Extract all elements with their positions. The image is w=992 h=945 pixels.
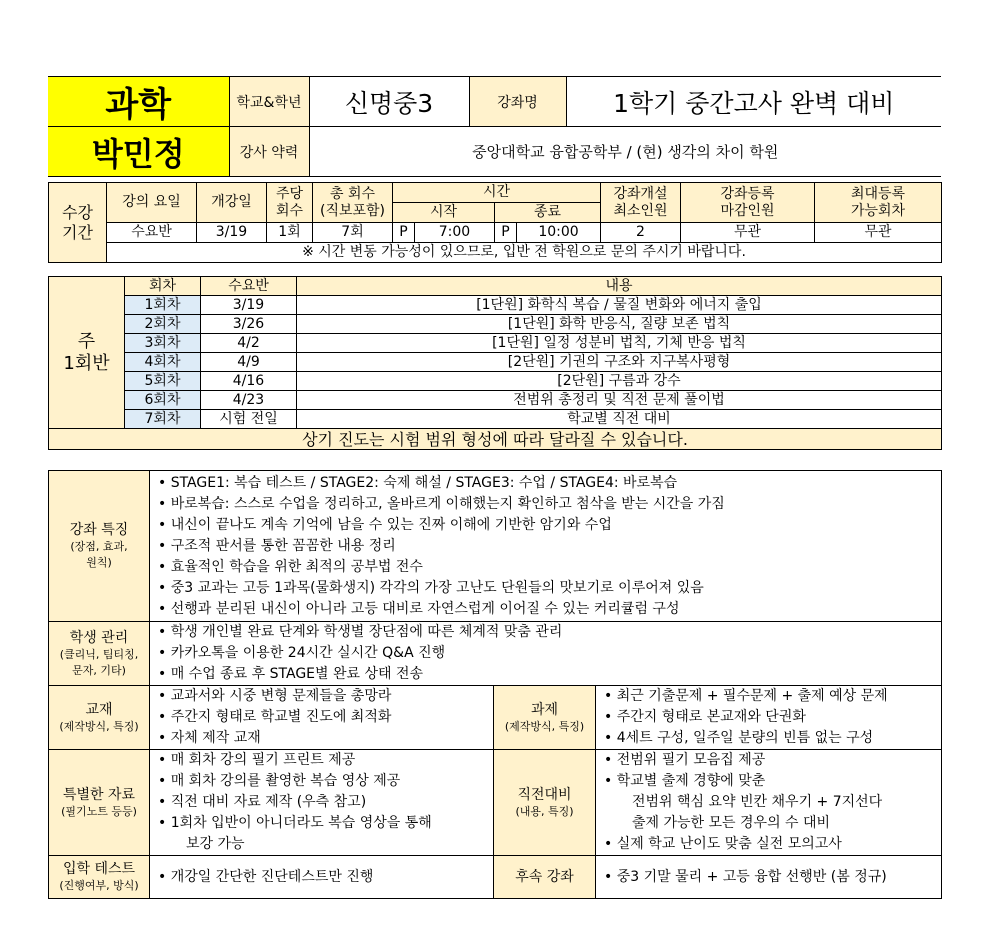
plan-session: 3회차	[125, 334, 201, 353]
schedule-row-label: 수강 기간	[49, 183, 107, 263]
col-min: 강좌개설 최소인원	[601, 183, 681, 223]
list-item: • 교과서와 시중 변형 문제들을 총망라	[158, 688, 392, 704]
col-time-end: 종료	[495, 203, 601, 223]
plan-row	[49, 315, 942, 334]
plan-date: 3/26	[201, 315, 297, 334]
entry-test-label	[49, 856, 150, 899]
features-label	[49, 471, 150, 622]
schedule-start-time: 7:00	[415, 223, 495, 243]
plan-footer: 상기 진도는 시험 범위 형성에 따라 달라질 수 있습니다.	[49, 429, 942, 450]
list-item: • 중3 교과는 고등 1과목(물화생지) 각각의 가장 고난도 단원들의 맛보기로 이루어져 있음	[158, 579, 704, 596]
plan-date: 시험 전일	[201, 410, 297, 429]
plan-content: [1단원] 화학식 복습 / 물질 변화와 에너지 출입	[297, 296, 942, 315]
textbook-label	[49, 686, 150, 750]
homework-label	[494, 686, 596, 750]
list-item: 출제 가능한 모든 경우의 수 대비	[632, 815, 831, 831]
col-weekly: 주당 회수	[267, 183, 313, 223]
bio-value: 중앙대학교 융합공학부 / (현) 생각의 차이 학원	[309, 127, 941, 177]
schedule-start-p: P	[393, 223, 415, 243]
plan-col-content: 내용	[297, 277, 942, 296]
list-item: • 매 회차 강의를 촬영한 복습 영상 제공	[158, 773, 401, 789]
list-item: • 선행과 분리된 내신이 아니라 고등 대비로 자연스럽게 이어질 수 있는 커리큘럼 구성	[158, 600, 680, 617]
course-label: 강좌명	[469, 77, 566, 127]
management-label	[49, 622, 150, 686]
plan-row	[49, 334, 942, 353]
plan-date: 4/23	[201, 391, 297, 410]
plan-row	[49, 372, 942, 391]
list-item: • STAGE1: 복습 테스트 / STAGE2: 숙제 해설 / STAGE3: 수업 / STAGE4: 바로복습	[158, 474, 678, 491]
list-item: • 1회차 입반이 아니더라도 복습 영상을 통해	[158, 815, 432, 831]
schedule-table	[48, 182, 942, 263]
special-label-text: 특별한 자료	[62, 786, 136, 803]
list-item: • 효율적인 학습을 위한 최적의 공부법 전수	[158, 558, 423, 575]
plan-session: 7회차	[125, 410, 201, 429]
list-item: • 중3 기말 물리 + 고등 융합 선행반 (봄 정규)	[604, 868, 887, 885]
col-total: 총 회수 (직보포함)	[313, 183, 393, 223]
col-time: 시간	[393, 183, 601, 203]
plan-content: [2단원] 기권의 구조와 지구복사평형	[297, 353, 942, 372]
list-item: • 카카오톡을 이용한 24시간 실시간 Q&A 진행	[158, 645, 446, 661]
school-label: 학교&학년	[229, 77, 309, 127]
schedule-min: 2	[601, 223, 681, 243]
final-prep-list	[596, 750, 942, 856]
schedule-end-time: 10:00	[517, 223, 601, 243]
plan-session: 4회차	[125, 353, 201, 372]
list-item: • 실제 학교 난이도 맞춤 실전 모의고사	[604, 836, 842, 852]
schedule-weekly: 1회	[267, 223, 313, 243]
management-list	[150, 622, 942, 686]
list-item: • 직전 대비 자료 제작 (우측 참고)	[158, 794, 367, 810]
plan-row-label: 주 1회반	[49, 277, 125, 429]
list-item: 보강 가능	[186, 836, 245, 852]
plan-content: [1단원] 화학 반응식, 질량 보존 법칙	[297, 315, 942, 334]
homework-list	[596, 686, 942, 750]
entry-test-label-sub: (진행여부, 방식)	[59, 879, 139, 892]
col-deadline: 강좌등록 마감인원	[681, 183, 815, 223]
schedule-start: 3/19	[197, 223, 267, 243]
list-item: • 학생 개인별 완료 단계와 학생별 장단점에 따른 체계적 맞춤 관리	[158, 624, 563, 640]
plan-session: 2회차	[125, 315, 201, 334]
subject-title: 과학	[48, 77, 229, 127]
homework-label-sub: (제작방식, 특징)	[504, 719, 585, 733]
plan-table	[48, 276, 942, 450]
col-day: 강의 요일	[107, 183, 197, 223]
final-prep-label	[494, 750, 596, 856]
list-item: • 4세트 구성, 일주일 분량의 빈틈 없는 구성	[604, 730, 874, 746]
col-max: 최대등록 가능회차	[815, 183, 942, 223]
entry-test-value	[150, 856, 494, 899]
follow-up-label: 후속 강좌	[494, 856, 596, 899]
list-item: • 자체 제작 교재	[158, 730, 261, 746]
list-item: • 학교별 출제 경향에 맞춘	[604, 773, 766, 789]
features-label-text: 강좌 특징	[69, 522, 129, 538]
management-label-sub: (클리닉, 팀티칭, 문자, 기타)	[59, 647, 139, 677]
final-prep-label-sub: (내용, 특징)	[515, 804, 574, 818]
schedule-deadline: 무관	[681, 223, 815, 243]
plan-date: 4/16	[201, 372, 297, 391]
list-item: 전범위 핵심 요약 빈칸 채우기 + 7지선다	[632, 794, 883, 810]
list-item: • 전범위 필기 모음집 제공	[604, 752, 766, 768]
plan-content: 학교별 직전 대비	[297, 410, 942, 429]
plan-date: 3/19	[201, 296, 297, 315]
schedule-day: 수요반	[107, 223, 197, 243]
special-label	[49, 750, 150, 856]
plan-col-session: 회차	[125, 277, 201, 296]
plan-row	[49, 410, 942, 429]
list-item: • 최근 기출문제 + 필수문제 + 출제 예상 문제	[604, 688, 888, 704]
list-item: • 내신이 끝나도 계속 기억에 남을 수 있는 진짜 이해에 기반한 암기와 수업	[158, 516, 612, 533]
final-prep-label-text: 직전대비	[517, 786, 572, 803]
plan-row	[49, 391, 942, 410]
schedule-max: 무관	[815, 223, 942, 243]
bio-label: 강사 약력	[229, 127, 309, 177]
col-time-start: 시작	[393, 203, 495, 223]
plan-content: [1단원] 일정 성분비 법칙, 기체 반응 법칙	[297, 334, 942, 353]
plan-date: 4/9	[201, 353, 297, 372]
schedule-total: 7회	[313, 223, 393, 243]
follow-up-value	[596, 856, 942, 899]
list-item: • 매 수업 종료 후 STAGE별 완료 상태 전송	[158, 666, 424, 682]
textbook-label-sub: (제작방식, 특징)	[59, 719, 139, 733]
course-value: 1학기 중간고사 완벽 대비	[566, 77, 941, 127]
features-label-sub: (장점, 효과, 원칙)	[70, 540, 128, 569]
textbook-list	[150, 686, 494, 750]
schedule-end-p: P	[495, 223, 517, 243]
plan-session: 1회차	[125, 296, 201, 315]
teacher-name: 박민정	[48, 127, 229, 177]
plan-row	[49, 353, 942, 372]
plan-date: 4/2	[201, 334, 297, 353]
list-item: • 매 회차 강의 필기 프린트 제공	[158, 752, 356, 768]
management-label-text: 학생 관리	[69, 629, 129, 646]
plan-session: 5회차	[125, 372, 201, 391]
features-table	[48, 470, 942, 899]
list-item: • 주간지 형태로 학교별 진도에 최적화	[158, 709, 392, 725]
list-item: • 바로복습: 스스로 수업을 정리하고, 올바르게 이해했는지 확인하고 첨삭을 받는 시간을 가짐	[158, 495, 725, 512]
col-start: 개강일	[197, 183, 267, 223]
plan-session: 6회차	[125, 391, 201, 410]
entry-test-label-text: 입학 테스트	[62, 861, 136, 877]
header-table	[48, 76, 941, 177]
list-item: • 개강일 간단한 진단테스트만 진행	[158, 868, 374, 885]
plan-content: [2단원] 구름과 강수	[297, 372, 942, 391]
homework-label-text: 과제	[530, 701, 559, 718]
plan-row	[49, 296, 942, 315]
list-item: • 주간지 형태로 본교재와 단권화	[604, 709, 806, 725]
special-label-sub: (필기노트 등등)	[61, 804, 137, 818]
special-list	[150, 750, 494, 856]
list-item: • 구조적 판서를 통한 꼼꼼한 내용 정리	[158, 537, 396, 554]
textbook-label-text: 교재	[85, 701, 113, 718]
plan-content: 전범위 총정리 및 직전 문제 풀이법	[297, 391, 942, 410]
school-value: 신명중3	[309, 77, 469, 127]
features-list	[150, 471, 942, 622]
schedule-note: ※ 시간 변동 가능성이 있으므로, 입반 전 학원으로 문의 주시기 바랍니다.	[107, 243, 942, 263]
plan-col-day: 수요반	[201, 277, 297, 296]
